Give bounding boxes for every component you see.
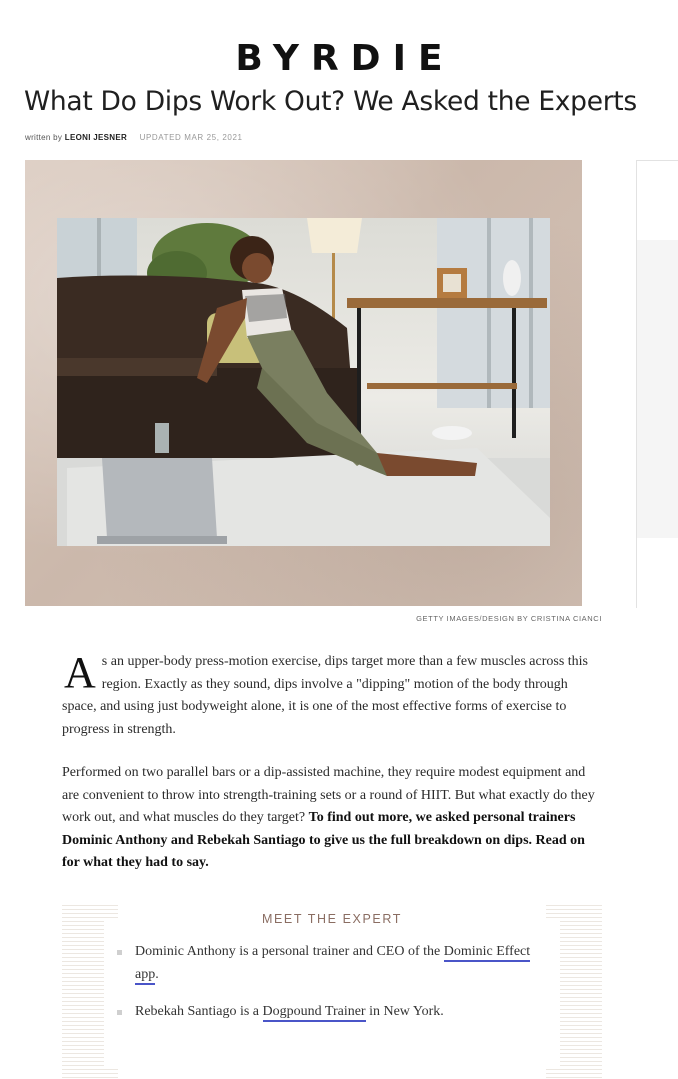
expert-item-rebekah bbox=[117, 1001, 537, 1024]
byline-prefix: written by bbox=[25, 133, 63, 142]
meet-the-expert-box bbox=[62, 905, 602, 1079]
updated-date: UPDATED MAR 25, 2021 bbox=[139, 133, 243, 142]
expert-item-dominic bbox=[117, 941, 537, 986]
decorative-stripes-left bbox=[62, 905, 118, 1079]
expert-text-after: in New York. bbox=[365, 1004, 444, 1019]
sidebar-ad-slot bbox=[637, 240, 678, 538]
intro-paragraph bbox=[62, 648, 602, 741]
hero-photo-illustration bbox=[57, 218, 550, 546]
decorative-stripes-right bbox=[546, 905, 602, 1079]
drop-cap: A bbox=[64, 648, 96, 697]
expert-text: Rebekah Santiago is a bbox=[135, 1004, 263, 1019]
author-link[interactable]: LEONI JESNER bbox=[64, 133, 128, 142]
second-paragraph bbox=[62, 762, 602, 875]
dogpound-trainer-link[interactable]: Dogpound Trainer bbox=[263, 1004, 366, 1022]
expert-box-title: MEET THE EXPERT bbox=[261, 912, 402, 926]
expert-list bbox=[117, 941, 537, 1039]
intro-text: s an upper-body press-motion exercise, dips target more than a few muscles across this region. Exactly as they sound, dips involve a "dipping" motion of the body through space, and using just bodyweight alone, it is one of the most effective forms of exercise to progress in strength. bbox=[62, 654, 589, 737]
second-paragraph-bold: To find out more, we asked personal trainers Dominic Anthony and Rebekah Santiago to give us the full breakdown on dips. Read on for what they had to say. bbox=[62, 810, 585, 870]
hero-photo bbox=[57, 218, 550, 546]
expert-text: Dominic Anthony is a personal trainer and CEO of the bbox=[135, 944, 444, 959]
byline bbox=[25, 133, 243, 142]
site-logo[interactable]: BYRDIE bbox=[235, 38, 455, 79]
image-credit: GETTY IMAGES/DESIGN BY CRISTINA CIANCI bbox=[416, 614, 602, 623]
dominic-effect-link[interactable]: Dominic Effect app bbox=[135, 944, 530, 985]
second-paragraph-text: Performed on two parallel bars or a dip-assisted machine, they require modest equipment and are convenient to throw into strength-training sets or a round of HIIT. But what exactly do they work out, and what muscles do they target? bbox=[62, 765, 595, 825]
article-title: What Do Dips Work Out? We Asked the Experts bbox=[24, 86, 637, 117]
expert-text-after: . bbox=[155, 966, 159, 982]
